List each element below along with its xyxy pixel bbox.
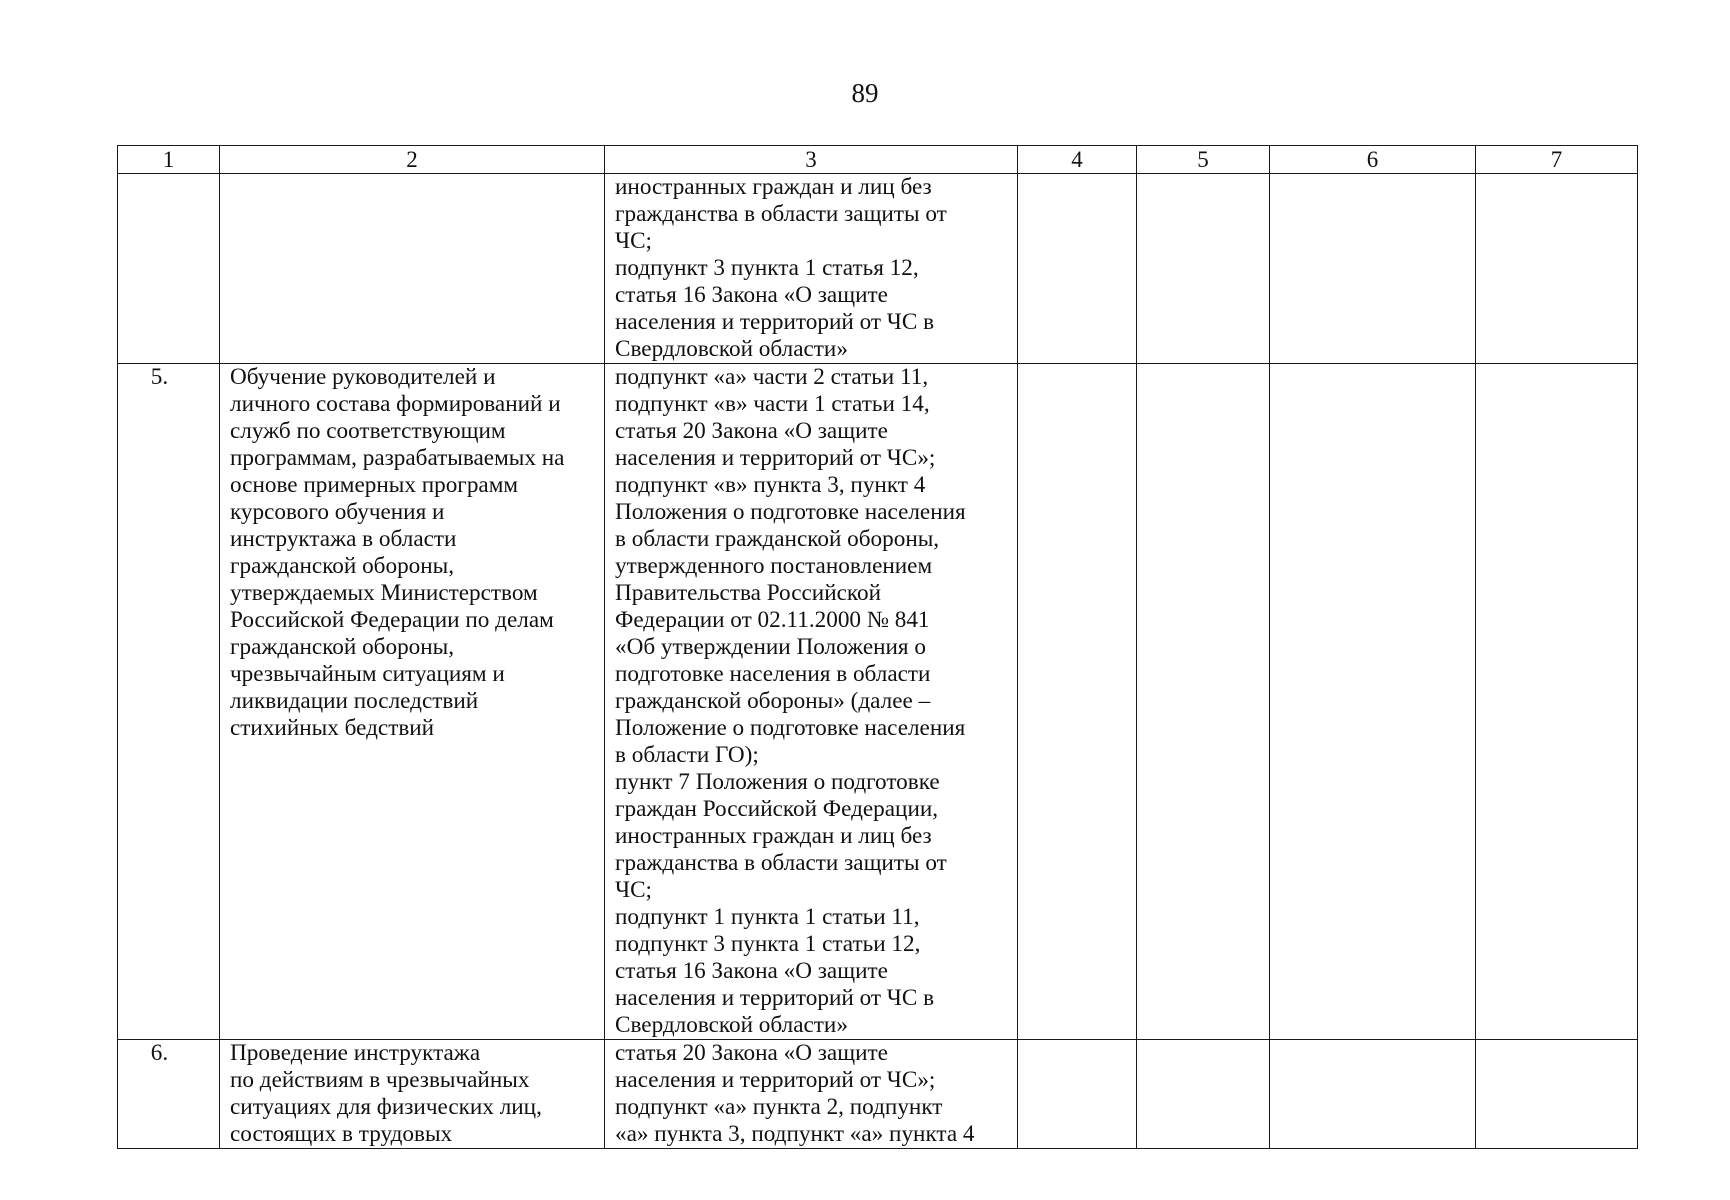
- row-number-cell: [118, 1040, 220, 1149]
- column-header-5: 5: [1137, 146, 1270, 174]
- column-5-cell: [1137, 174, 1270, 364]
- activity-cell: [220, 1040, 605, 1149]
- column-header-4: 4: [1018, 146, 1137, 174]
- column-6-cell: [1270, 364, 1476, 1040]
- activity-text: Обучение руководителей и личного состава формирований и служб по соответствующим программам, разрабатываемых на основе примерных программ курсового обучения и инструктажа в области гражданской обороны, утверждаемых Министерством Российской Федерации по делам гражданской обороны, чрезвычайным ситуациям и ликвидации последствий стихийных бедствий: [230, 364, 565, 741]
- legal-basis-text: статья 20 Закона «О защите населения и территорий от ЧС»; подпункт «а» пункта 2, подпункт «а» пункта 3, подпункт «а» пункта 4: [615, 1040, 975, 1147]
- column-4-cell: [1018, 364, 1137, 1040]
- column-5-cell: [1137, 1040, 1270, 1149]
- column-7-cell: [1476, 364, 1638, 1040]
- table-row: [118, 174, 1638, 364]
- column-7-cell: [1476, 174, 1638, 364]
- page-number: 89: [851, 78, 879, 108]
- column-5-cell: [1137, 364, 1270, 1040]
- row-number-cell: [118, 364, 220, 1040]
- row-number: 6.: [150, 1040, 169, 1066]
- row-number: 5.: [150, 364, 169, 390]
- column-header-3: 3: [605, 146, 1018, 174]
- column-header-7: 7: [1476, 146, 1638, 174]
- column-header-6: 6: [1270, 146, 1476, 174]
- activity-text: Проведение инструктажа по действиям в чрезвычайных ситуациях для физических лиц, состоящих в трудовых: [230, 1040, 542, 1147]
- table-row: [118, 364, 1638, 1040]
- document-table: [117, 145, 1638, 1149]
- legal-basis-cell: [605, 174, 1018, 364]
- column-header-1: 1: [118, 146, 220, 174]
- activity-cell: [220, 364, 605, 1040]
- table-header-row: [118, 146, 1638, 174]
- column-4-cell: [1018, 174, 1137, 364]
- column-6-cell: [1270, 1040, 1476, 1149]
- column-6-cell: [1270, 174, 1476, 364]
- column-7-cell: [1476, 1040, 1638, 1149]
- row-number-cell: [118, 174, 220, 364]
- activity-cell: [220, 174, 605, 364]
- legal-basis-cell: [605, 1040, 1018, 1149]
- table-row: [118, 1040, 1638, 1149]
- column-header-2: 2: [220, 146, 605, 174]
- legal-basis-text: подпункт «а» части 2 статьи 11, подпункт «в» части 1 статьи 14, статья 20 Закона «О защите населения и территорий от ЧС»; подпункт «в» пункта 3, пункт 4 Положения о подготовке населения в области гражданской обороны, утвержденного постановлением Правительства Российской Федерации от 02.11.2000 № 841 «Об утверждении Положения о подготовке населения в области гражданской обороны» (далее – Положение о подготовке населения в области ГО); пункт 7 Положения о подготовке граждан Российской Федерации, иностранных граждан и лиц без гражданства в области защиты от ЧС; подпункт 1 пункта 1 статьи 11, подпункт 3 пункта 1 статьи 12, статья 16 Закона «О защите населения и территорий от ЧС в Свердловской области»: [615, 364, 966, 1038]
- legal-basis-text: иностранных граждан и лиц без гражданства в области защиты от ЧС; подпункт 3 пункта 1 статья 12, статья 16 Закона «О защите населения и территорий от ЧС в Свердловской области»: [615, 174, 947, 362]
- column-4-cell: [1018, 1040, 1137, 1149]
- legal-basis-cell: [605, 364, 1018, 1040]
